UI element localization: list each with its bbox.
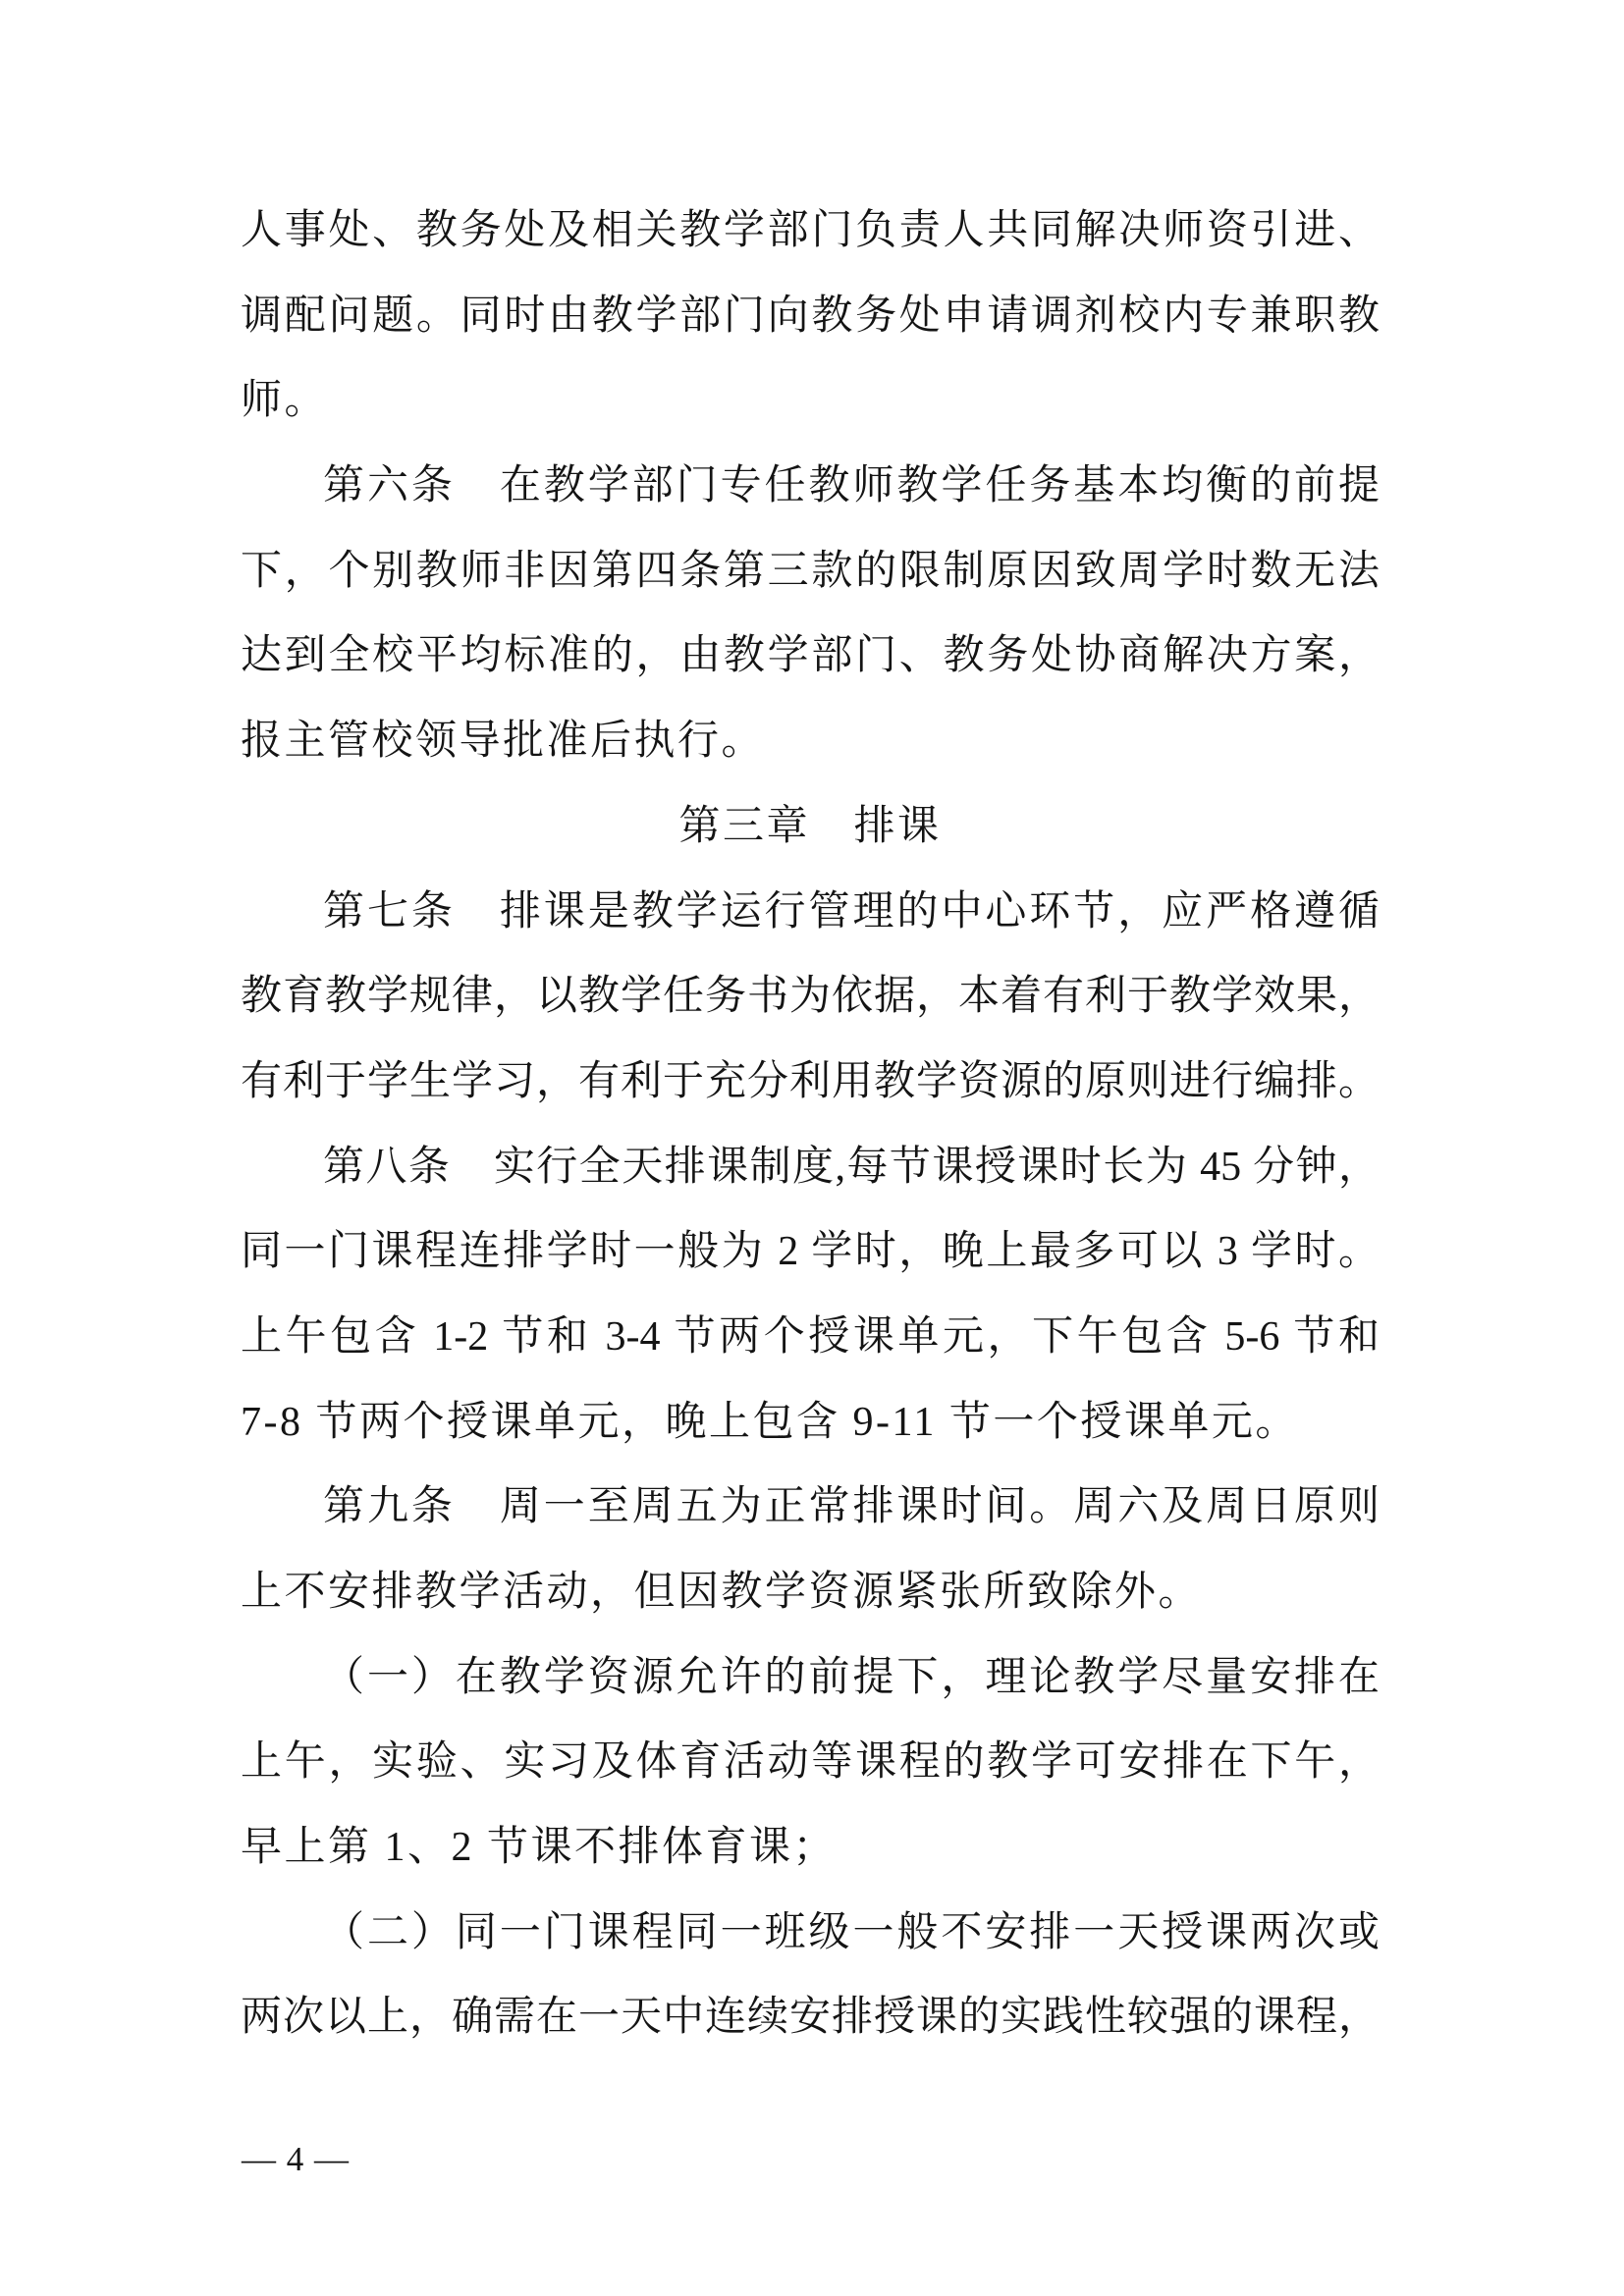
text-line: 同一门课程连排学时一般为 2 学时，晚上最多可以 3 学时。 [241, 1229, 1380, 1275]
article-line: 第六条 在教学部门专任教师教学任务基本均衡的前提 [323, 463, 1380, 509]
text-line: 7-8 节两个授课单元，晚上包含 9-11 节一个授课单元。 [241, 1399, 1299, 1445]
clause-line: （一）在教学资源允许的前提下，理论教学尽量安排在 [323, 1654, 1380, 1700]
document-body [241, 188, 1380, 2060]
text-line: 上午包含 1-2 节和 3-4 节两个授课单元，下午包含 5-6 节和 [241, 1313, 1380, 1360]
text-line: 上午，实验、实习及体育活动等课程的教学可安排在下午， [241, 1739, 1380, 1786]
text-line: 达到全校平均标准的，由教学部门、教务处协商解决方案， [241, 633, 1380, 679]
text-line: 上不安排教学活动，但因教学资源紧张所致除外。 [241, 1570, 1203, 1615]
text-line: 人事处、教务处及相关教学部门负责人共同解决师资引进、 [241, 208, 1380, 253]
text-line: 早上第 1、2 节课不排体育课； [241, 1825, 838, 1871]
text-line: 教育教学规律，以教学任务书为依据，本着有利于教学效果， [241, 974, 1380, 1020]
text-line: 报主管校领导批准后执行。 [241, 719, 766, 765]
text-line: 有利于学生学习，有利于充分利用教学资源的原则进行编排。 [241, 1058, 1380, 1104]
article-line: 第八条 实行全天排课制度,每节课授课时长为 45 分钟， [323, 1144, 1380, 1190]
text-line: 师。 [241, 378, 329, 424]
text-line: 调配问题。同时由教学部门向教务处申请调剂校内专兼职教 [241, 293, 1380, 339]
article-line: 第七条 排课是教学运行管理的中心环节，应严格遵循 [323, 888, 1380, 934]
article-line: 第九条 周一至周五为正常排课时间。周六及周日原则 [323, 1484, 1380, 1530]
page-number: — 4 — [242, 2140, 350, 2178]
clause-line: （二）同一门课程同一班级一般不安排一天授课两次或 [323, 1909, 1380, 1955]
chapter-heading: 第三章 排课 [678, 803, 942, 849]
text-line: 两次以上，确需在一天中连续安排授课的实践性较强的课程， [241, 1995, 1380, 2041]
text-line: 下，个别教师非因第四条第三款的限制原因致周学时数无法 [241, 548, 1380, 594]
